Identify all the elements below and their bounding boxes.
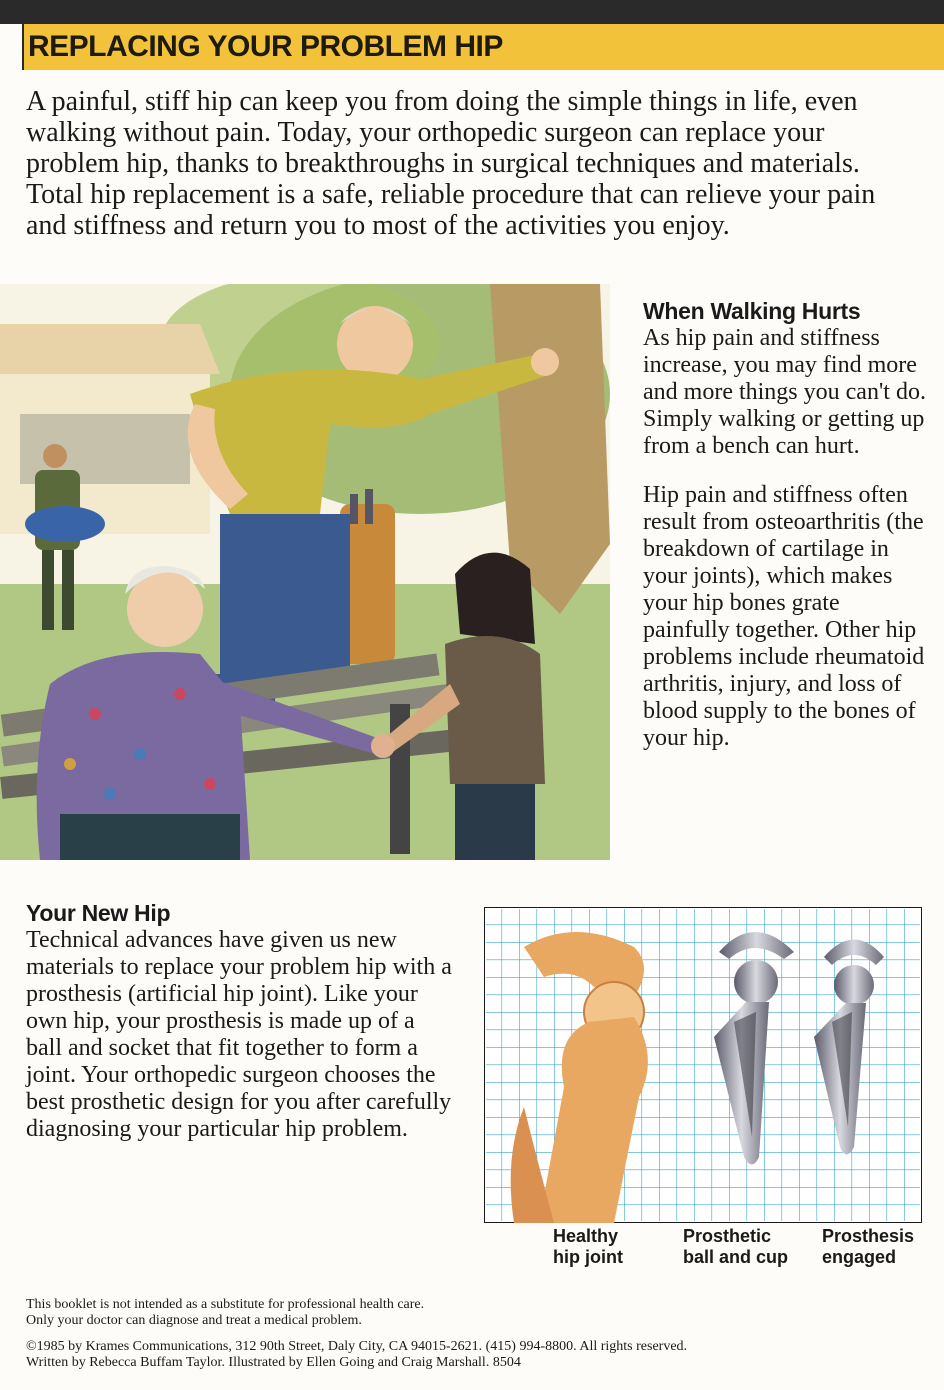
page-title: REPLACING YOUR PROBLEM HIP: [28, 30, 503, 63]
credits-line: Written by Rebecca Buffam Taylor. Illustrated by Ellen Going and Craig Marshall. 8504: [26, 1355, 521, 1370]
copyright-line: ©1985 by Krames Communications, 312 90th Street, Daly City, CA 94015-2621. (415) 994-8800. All rights reserved.: [26, 1339, 688, 1354]
walking-paragraph-2: Hip pain and stiffness often result from osteoarthritis (the breakdown of cartilage in your joints), which makes your hip bones grate painfully together. Other hip problems include rheumatoid arthritis, injury, and loss of blood supply to the bones of your hip.: [643, 482, 925, 751]
top-dark-strip: [0, 0, 944, 24]
your-new-hip-section: [26, 900, 456, 1143]
caption-prosthetic-ball-cup: Prosthetic ball and cup: [683, 1226, 789, 1267]
footer: [26, 1297, 926, 1371]
walking-paragraph-1: As hip pain and stiffness increase, you may find more and more things you can't do. Simply walking or getting up from a bench can hurt.: [643, 325, 926, 459]
title-banner: [22, 24, 944, 70]
caption-prosthesis-engaged: Prosthesis engaged: [822, 1226, 915, 1267]
your-new-hip-heading: Your New Hip: [26, 900, 171, 926]
when-walking-hurts-heading: When Walking Hurts: [643, 298, 861, 324]
when-walking-hurts-section: [643, 298, 928, 752]
caption-healthy-hip: Healthy hip joint: [553, 1226, 623, 1267]
disclaimer-line-1: This booklet is not intended as a substitute for professional health care.: [26, 1297, 425, 1312]
park-scene-illustration: [0, 284, 610, 860]
intro-paragraph: A painful, stiff hip can keep you from doing the simple things in life, even walking without pain. Today, your orthopedic surgeon can replace your problem hip, thanks to breakthroughs in surgical techniques and materials. Total hip replacement is a safe, reliable procedure that can relieve your pain and stiffness and return you to most of the activities you enjoy.: [26, 86, 876, 241]
new-hip-paragraph: Technical advances have given us new materials to replace your problem hip with a prosthesis (artificial hip joint). Like your own hip, your prosthesis is made up of a ball and socket that fit together to form a joint. Your orthopedic surgeon chooses the best prosthetic design for you after carefully diagnosing your particular hip problem.: [26, 927, 452, 1142]
hip-prosthesis-diagram: [484, 907, 922, 1223]
disclaimer-line-2: Only your doctor can diagnose and treat a medical problem.: [26, 1313, 362, 1328]
